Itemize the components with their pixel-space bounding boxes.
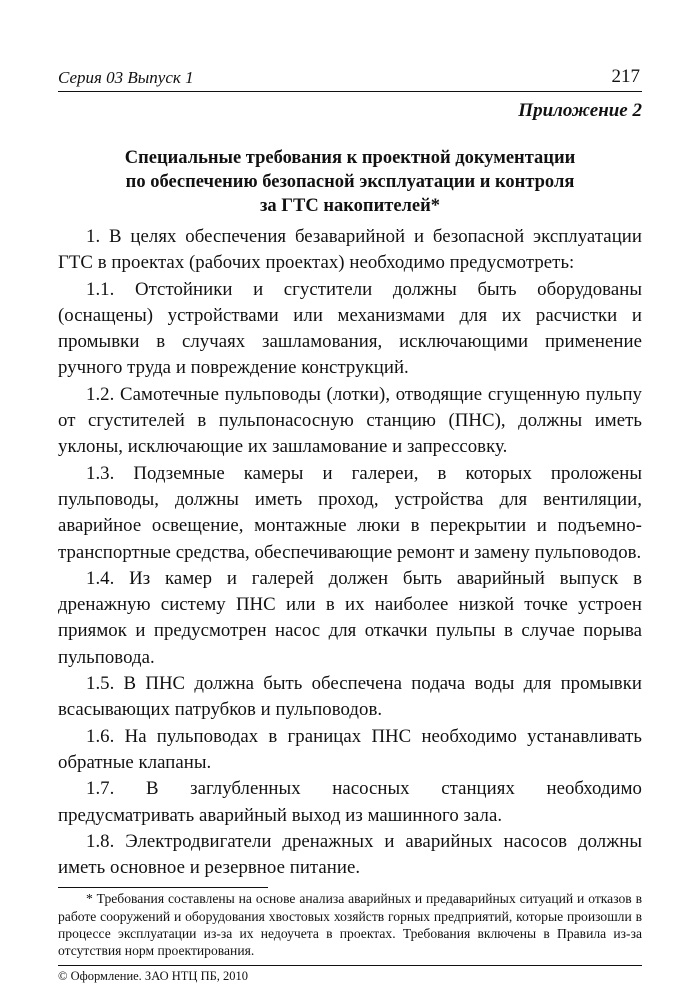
copyright: © Оформление. ЗАО НТЦ ПБ, 2010 (58, 969, 249, 984)
paragraph-1-3: 1.3. Подземные камеры и галереи, в которых проложены пульповоды, должны иметь проход, устройства для вентиляции, аварийное освещение, монтажные люки в перекрытии и подъемно-транспортные средства, обеспечивающие ремонт и замену пульповодов. (58, 462, 642, 563)
footnote-rule (58, 887, 268, 888)
page-number: 217 (611, 66, 640, 87)
title-line: Специальные требования к проектной документации (124, 148, 576, 168)
paragraph-1-2: 1.2. Самотечные пульповоды (лотки), отводящие сгущенную пульпу от сгустителей в пульпонасосную станцию (ПНС), должны иметь уклоны, исключающие их зашламование и запрессовку. (58, 383, 642, 458)
appendix-label: Приложение 2 (518, 100, 642, 121)
paragraph-1-8: 1.8. Электродвигатели дренажных и аварийных насосов должны иметь основное и резервное питание. (58, 830, 642, 879)
paragraph-1-7: 1.7. В заглубленных насосных станциях необходимо предусматривать аварийный выход из машинного зала. (58, 778, 642, 826)
running-header (58, 64, 642, 90)
paragraph-1-5: 1.5. В ПНС должна быть обеспечена подача воды для промывки всасывающих патрубков и пульповодов. (58, 673, 642, 721)
paragraph-1: 1. В целях обеспечения безаварийной и безопасной эксплуатации ГТС в проектах (рабочих проектах) необходимо предусмотреть: (58, 226, 642, 274)
body-text (58, 224, 642, 881)
paragraph-1-6: 1.6. На пульповодах в границах ПНС необходимо устанавливать обратные клапаны. (58, 725, 642, 773)
document-title (58, 146, 642, 218)
footer-rule (58, 965, 642, 966)
title-line: по обеспечению безопасной эксплуатации и контроля (125, 172, 575, 192)
paragraph-1-4: 1.4. Из камер и галерей должен быть аварийный выпуск в дренажную систему ПНС или в их наиболее низкой точке устроен приямок и предусмотрен насос для откачки пульпы в случае порыва пульповода. (58, 567, 642, 668)
footnote: * Требования составлены на основе анализа аварийных и предаварийных ситуаций и отказов в работе сооружений и оборудования хвостовых хозяйств горных предприятий, которые произошли в процессе эксплуатации из-за их недоучета в проектах. Требования включены в Правила из-за отсутствия норм проектирования. (58, 891, 642, 959)
title-line: за ГТС накопителей* (259, 196, 441, 216)
header-rule (58, 91, 642, 92)
paragraph-1-1: 1.1. Отстойники и сгустители должны быть оборудованы (оснащены) устройствами или механизмами для их расчистки и промывки в случаях зашламования, исключающими применение ручного труда и повреждение конструкций. (58, 278, 642, 379)
document-page (58, 64, 642, 984)
series-label: Серия 03 Выпуск 1 (58, 68, 194, 87)
